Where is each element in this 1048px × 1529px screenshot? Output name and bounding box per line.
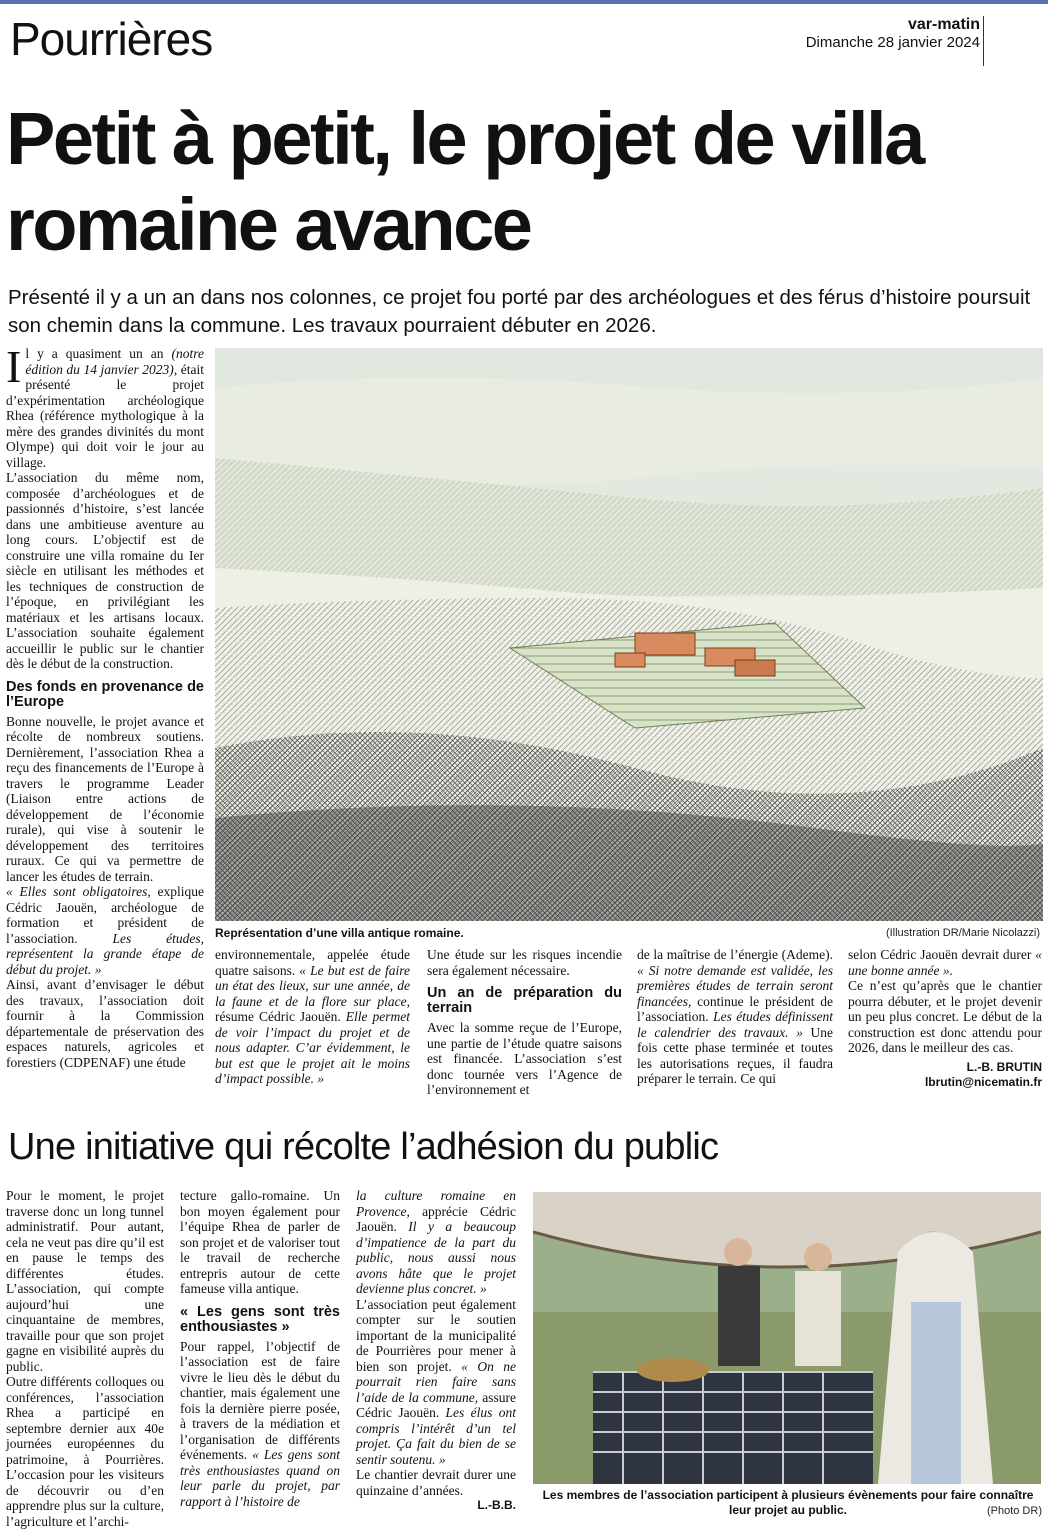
body-paragraph: Outre différents colloques ou conférences, l’association Rhea a participé en septembre dernier aux 40e journées européennes du patrimoine, à Pourrières. L’occasion pour les visiteurs de découvrir ou d’en apprendre plus sur la culture, l’agriculture et l’archi- (6, 1374, 164, 1529)
subheading: Un an de préparation du terrain (427, 985, 622, 1016)
issue-date: Dimanche 28 janvier 2024 (805, 34, 980, 51)
body-text: Une fois cette phase terminée et toutes les autorisations reçues, il faudra préparer le terrain. Ce qui (637, 1024, 833, 1086)
drop-cap: I (6, 341, 22, 392)
author-byline: L.-B. BRUTIN (966, 1059, 1042, 1074)
subheading: « Les gens sont très enthousiastes » (180, 1303, 340, 1335)
quote: « Le but est de faire un état des lieux, sur une année, de la faune et de la flore sur place, (215, 962, 410, 1009)
author-byline: L.-B.B. (477, 1498, 516, 1512)
photo-caption: Les membres de l’association participent à plusieurs évènements pour faire connaître leur projet au public. (542, 1488, 1034, 1517)
author-email[interactable]: lbrutin@nicematin.fr (924, 1075, 1042, 1089)
illustration-credit: (Illustration DR/Marie Nicolazzi) (885, 927, 1040, 939)
top-rule (0, 0, 1048, 4)
body-text: apprécie Cédric Jaouën. (356, 1203, 516, 1234)
illustration-caption: Représentation d’une villa antique romaine. (215, 926, 464, 940)
body-paragraph: Pour le moment, le projet traverse donc un long tunnel administratif. Pour autant, cela ne veut pas dire qu’il est en pause le temps des différentes études. L’association, qui compte aujourd’hui une cinquantaine de membres, travaille pour que son projet gagne en visibilité auprès du public. (6, 1188, 164, 1374)
quote: « Elles sont obligatoires, (6, 884, 151, 899)
body-text: selon Cédric Jaouën devrait durer (848, 947, 1036, 962)
photo-credit: (Photo DR) (986, 1505, 1042, 1517)
sidebar-column-2 (180, 1188, 340, 1509)
article-column-3 (427, 947, 622, 1098)
article-column-1 (6, 341, 204, 1070)
villa-illustration (215, 348, 1043, 921)
headline: Petit à petit, le projet de villa romaine avance (6, 97, 923, 266)
body-text: résume Cédric Jaouën. (215, 1009, 346, 1024)
section-title: Pourrières (10, 13, 213, 65)
quote: « une bonne année ». (848, 947, 1042, 978)
article-column-5 (848, 947, 1042, 1091)
body-paragraph: Une étude sur les risques incendie sera également nécessaire. (427, 947, 622, 978)
article-column-4 (637, 947, 833, 1087)
quote: Les élus ont compris l’intérêt d’un tel projet. Ça fait du bien de se sentir soutenu. » (356, 1405, 516, 1467)
article-column-2 (215, 947, 410, 1087)
sidebar-column-3 (356, 1188, 516, 1514)
body-text: L’association peut également compter sur le soutien important de la municipalité de Pourrières pour mener à bien son projet. (356, 1296, 516, 1374)
body-text: , était présenté le projet d’expérimentation archéologique Rhea (référence mythologique à la mère des grandes divinités du mont Olympe) qui doit voir le jour au village. (6, 361, 204, 470)
body-text: de la maîtrise de l’énergie (Ademe). (637, 947, 833, 962)
masthead (806, 16, 980, 51)
paper-name: var-matin (907, 16, 980, 33)
quote: la culture romaine en Provence, (356, 1188, 516, 1219)
quote: Elle permet de voir l’impact du projet et de nous adapter. C’ar évidemment, le but est que le projet ait le moins d’impact possible. » (215, 1009, 410, 1086)
quote: Les études définissent le calendrier des travaux. » (637, 1009, 833, 1040)
landscape-drawing (215, 348, 1043, 921)
body-text: continue le président de l’association. (637, 993, 833, 1024)
body-paragraph: tecture gallo-romaine. Un bon moyen également pour l’équipe Rhea de parler de son projet et de valoriser tout le travail de recherche entrepris autour de cette fameuse villa antique. (180, 1188, 340, 1296)
body-italic: (notre édition du 14 janvier 2023) (25, 346, 204, 377)
quote: « On ne pourrait rien faire sans l’aide de la commune, (356, 1358, 516, 1405)
masthead-divider (983, 16, 984, 66)
body-paragraph: L’association du même nom, composée d’archéologues et de passionnés d’histoire, s’est lancée dans une ambitieuse aventure au long cours. L’objectif est de construire une villa romaine du Ier siècle en utilisant les méthodes et les techniques de construction de l’époque, en privilégiant les matériaux et les artisans locaux. L’association souhaite également accueillir le public sur le chantier dès le début de la construction. (6, 470, 204, 671)
subheading: Des fonds en provenance de l’Europe (6, 678, 204, 710)
sidebar-column-1 (6, 1188, 164, 1529)
body-paragraph: Avec la somme reçue de l’Europe, une partie de l’étude quatre saisons est financée. L’association s’est donc tournée vers l’Agence de l’environnement et (427, 1020, 622, 1097)
event-photo (533, 1192, 1041, 1484)
body-text: environnementale, appelée étude quatre saisons. (215, 947, 410, 978)
standfirst: Présenté il y a un an dans nos colonnes, ce projet fou porté par des archéologues et des férus d’histoire poursuit son chemin dans la commune. Les travaux pourraient débuter en 2026. (8, 286, 1031, 337)
quote: « Les gens sont très enthousiastes quand on leur parle du projet, par rapport à l’histoire de (180, 1447, 340, 1509)
quote: « Si notre demande est validée, les premières études de terrain seront financées, (637, 962, 833, 1009)
body-text: Pour rappel, l’objectif de l’association est de faire vivre le lieu dès le début du chantier, mais également une fois la dernière pierre posée, à travers de la médiation et l’organisation de différents événements. (180, 1338, 340, 1462)
tent-photo (533, 1192, 1041, 1484)
body-text: explique Cédric Jaouën, archéologue de formation et président de l’association. (6, 884, 204, 946)
body-paragraph: Bonne nouvelle, le projet avance et récolte de nombreux soutiens. Dernièrement, l’association Rhea a reçu des financements de l’Europe à travers le programme Leader (Liaison entre actions de développement de l’économie rurale), qui vise à soutenir le développement des territoires ruraux. Ce qui va permettre de lancer les études de terrain. (6, 713, 204, 884)
body-paragraph: Ainsi, avant d’envisager le début des travaux, l’association doit fournir à la Commission départementale de préservation des espaces naturels, agricoles et forestiers (CDPENAF) une étude (6, 977, 204, 1070)
secondary-headline: Une initiative qui récolte l’adhésion du public (8, 1126, 719, 1168)
body-paragraph: Ce n’est qu’après que le chantier pourra débuter, et le projet devenir un peu plus concret. Le début de la construction est donc attendu pour 2026, dans le meilleur des cas. (848, 978, 1042, 1055)
body-text: assure Cédric Jaouën. (356, 1389, 516, 1420)
quote: Les études, représentent la grande étape de début du projet. » (6, 930, 204, 977)
quote: Il y a beaucoup d’impatience de la part du public, nous aussi nous avons hâte que le projet devienne plus concret. » (356, 1219, 516, 1296)
body-paragraph: Le chantier devrait durer une quinzaine d’années. (356, 1467, 516, 1498)
body-text: l y a quasiment un an (25, 346, 172, 361)
